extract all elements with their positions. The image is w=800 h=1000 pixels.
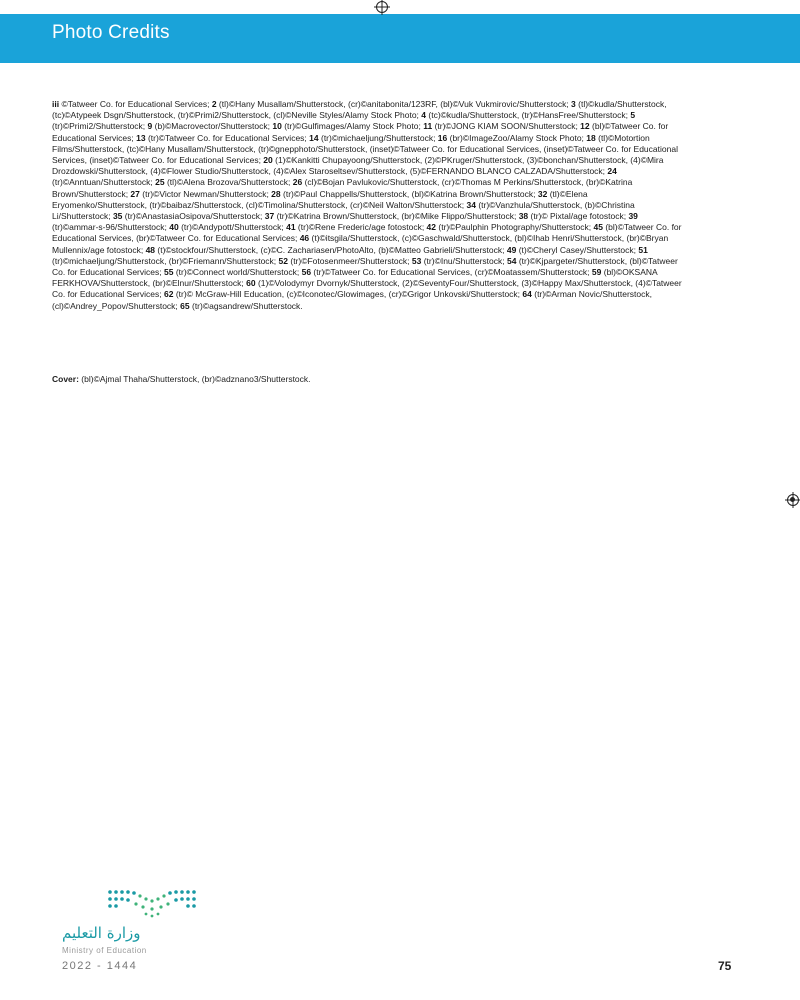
credit-page-number: 5 [630,110,636,121]
credit-page-number: 55 [163,267,174,278]
credit-text: (tl)©Hany Musallam/Shutterstock, (cr)©anitabonita/123RF, (bl)©Vuk Vukmirovic/Shutterstock; [216,99,572,109]
credit-page-number: 35 [112,211,123,222]
credit-page-number: 20 [263,155,273,166]
credit-text: (b)©Macrovector/Shutterstock; [152,121,273,132]
credit-page-number: 38 [518,211,529,222]
credit-text: (tr)©AnastasiaOsipova/Shutterstock; [122,211,265,222]
credit-page-number: 34 [466,199,476,210]
credit-text: (tl)©Motortion Films/Shutterstock, (tc)©Hany Musallam/Shutterstock, (tr)©gnepphoto/Shutterstock, (inset)©Tatweer Co. for Educational Services, (inset)©Tatweer Co. for Educational Services, (inset)©Tatweer Co. for Educational Services; [52,132,678,166]
credit-page-number: 60 [246,278,256,289]
credit-text: (tr)©Connect world/Shutterstock; [173,267,302,278]
registration-mark-icon [376,1,388,13]
credit-page-number: 27 [130,188,140,199]
credit-page-number: 32 [537,188,548,199]
credit-page-number: 39 [628,211,638,222]
credit-text: (tr)©michaeljung/Shutterstock, (br)©Friemann/Shutterstock; [52,255,279,266]
credit-text: (tr)©agsandrew/Shutterstock. [189,300,303,311]
credit-text: (bl)©Tatweer Co. for Educational Services, (br)©Tatweer Co. for Educational Services; [52,222,682,244]
ministry-logo [58,884,208,964]
credit-text: (tr)©Tatweer Co. for Educational Services; [145,132,310,143]
credit-page-number: 54 [506,255,517,266]
credit-page-number: 24 [607,166,617,177]
credit-text: (tr)©michaeljung/Shutterstock; [318,132,438,143]
credit-page-number: 28 [271,188,281,199]
credit-page-number: 2 [211,99,217,109]
credit-page-number: 64 [522,289,532,300]
credit-page-number: 13 [136,132,146,143]
credit-page-number: 11 [423,121,433,132]
credit-text: (tl)©Elena Eryomenko/Shutterstock, (tr)©baibaz/Shutterstock, (cl)©Timolina/Shutterstock, (cr)©Neil Walton/Shutterstock; [52,188,588,210]
credit-text: (1)©Volodymyr Dvornyk/Shutterstock, (2)©SeventyFour/Shutterstock, (3)©Happy Max/Shutterstock, (4)©Tatweer Co. for Educational Services; [52,278,682,300]
credit-text: (tr)©Arman Novic/Shutterstock, (cl)©Andrey_Popov/Shutterstock; [52,289,652,311]
credit-text: (tr)©Anntuan/Shutterstock; [52,177,156,188]
credit-text: (tr)© McGraw-Hill Education, (c)©Iconotec/Glowimages, (cr)©Grigor Unkovski/Shutterstock; [173,289,523,300]
page-number: 75 [718,959,732,973]
credit-text: (bl)©Tatweer Co. for Educational Services; [52,121,669,143]
credit-text: (tr)©Primi2/Shutterstock; [52,121,148,132]
credit-text: (cl)©Bojan Pavlukovic/Shutterstock, (cr)©Thomas M Perkins/Shutterstock, (br)©Katrina Brown/Shutterstock; [52,177,633,199]
credit-page-number: 9 [147,121,153,132]
credit-page-number: 62 [163,289,174,300]
credit-text: (tl)©Alena Brozova/Shutterstock; [164,177,293,188]
credit-page-number: 53 [411,255,422,266]
credit-text: (bl)©OKSANA FERKHOVA/Shutterstock, (br)©Elnur/Shutterstock; [52,267,658,289]
credit-page-number: 52 [278,255,288,266]
credit-text: ©Tatweer Co. for Educational Services; [59,99,212,109]
credit-page-number: 4 [421,110,427,121]
credit-page-number: 37 [264,211,275,222]
credit-page-number: 65 [180,300,190,311]
credit-text: (tr)©Victor Newman/Shutterstock; [139,188,272,199]
credit-page-number: 46 [299,233,310,244]
credit-page-number: 14 [309,132,319,143]
credit-page-number: 49 [506,244,517,255]
photo-credits-text [52,99,682,312]
credit-text: (tc)©kudla/Shutterstock, (tr)©HansFree/Shutterstock; [426,110,631,121]
credit-page-number: 3 [571,99,576,109]
edition-year: 2022 - 1444 [62,960,138,972]
credit-page-number: 25 [155,177,165,188]
credit-page-number: 51 [638,244,648,255]
credit-page-number: 18 [586,132,596,143]
credit-page-number: 16 [437,132,448,143]
credit-text: (tr)©JONG KIAM SOON/Shutterstock; [432,121,581,132]
credit-text: (tr)©Vanzhula/Shutterstock, (b)©Christina Li/Shutterstock; [52,199,635,222]
credit-page-number: 40 [169,222,179,233]
credit-text: (tr)©Tatweer Co. for Educational Services, (cr)©Moatassem/Shutterstock; [311,267,592,278]
credit-page-number: 41 [286,222,296,233]
credit-text: (tr)©Inu/Shutterstock; [421,255,507,266]
credit-text: (tr)©Kjpargeter/Shutterstock, (bl)©Tatweer Co. for Educational Services; [52,255,678,278]
cover-label: Cover: [52,374,79,384]
credit-text: (tr)©Andypott/Shutterstock; [178,222,287,233]
ministry-logo-icon [106,884,198,920]
credit-page-number: 10 [272,121,282,132]
credit-page-number: 56 [301,267,312,278]
credit-text: (1)©Kankitti Chupayoong/Shutterstock, (2)©PKruger/Shutterstock, (3)©bonchan/Shutterstock, (4)©Mira Drozdowski/Shutterstock, (4)©Flower Studio/Shutterstock, (4)©Alex Staroseltsev/Shutterstock, (5)©FERNANDO BLANCO CALZADA/Shutterstock; [52,155,664,177]
credit-text: (tr)©ammar-s-96/Shutterstock; [52,222,170,233]
credit-text: (t)©Cheryl Casey/Shutterstock; [516,244,639,255]
credit-text: (br)©ImageZoo/Alamy Stock Photo; [447,132,587,143]
cover-credits [52,374,682,385]
credit-text: (tr)©Rene Frederic/age fotostock; [295,222,427,233]
credit-page-number: iii [52,99,60,109]
page-title: Photo Credits [52,22,170,43]
credit-text: (tr)©Gulfimages/Alamy Stock Photo; [281,121,424,132]
credit-page-number: 45 [593,222,603,233]
credit-page-number: 48 [145,244,156,255]
credit-page-number: 42 [426,222,437,233]
credit-text: (tr)©Katrina Brown/Shutterstock, (br)©Mike Flippo/Shutterstock; [274,211,519,222]
credit-text: (tr)©Paul Chappells/Shutterstock, (bl)©Katrina Brown/Shutterstock; [280,188,538,199]
logo-arabic-text: وزارة التعليم [62,924,141,942]
registration-mark-icon [787,494,799,506]
credit-text: (tr)©Fotosenmeer/Shutterstock; [288,255,412,266]
credit-page-number: 26 [292,177,303,188]
credit-page-number: 59 [591,267,602,278]
credit-text: (tr)©Paulphin Photography/Shutterstock; [436,222,594,233]
credit-text: (tl)©kudla/Shutterstock, (tc)©Atypeek Dsgn/Shutterstock, (tr)©Primi2/Shutterstock, (cl)©Neville Styles/Alamy Stock Photo; [52,99,667,121]
logo-english-text: Ministry of Education [62,946,147,955]
credit-page-number: 12 [580,121,590,132]
cover-credit-text: (bl)©Ajmal Thaha/Shutterstock, (br)©adznano3/Shutterstock. [78,374,311,384]
credit-text: (tr)© Pixtal/age fotostock; [528,211,629,222]
credit-text: (t)©stockfour/Shutterstock, (c)©C. Zachariasen/PhotoAlto, (b)©Matteo Gabrieli/Shutterstock; [155,244,507,255]
credit-text: (t)©itsgila/Shutterstock, (c)©Gaschwald/Shutterstock, (bl)©Ihab Henri/Shutterstock, (br)©Bryan Mullennix/age fotostock; [52,233,669,255]
